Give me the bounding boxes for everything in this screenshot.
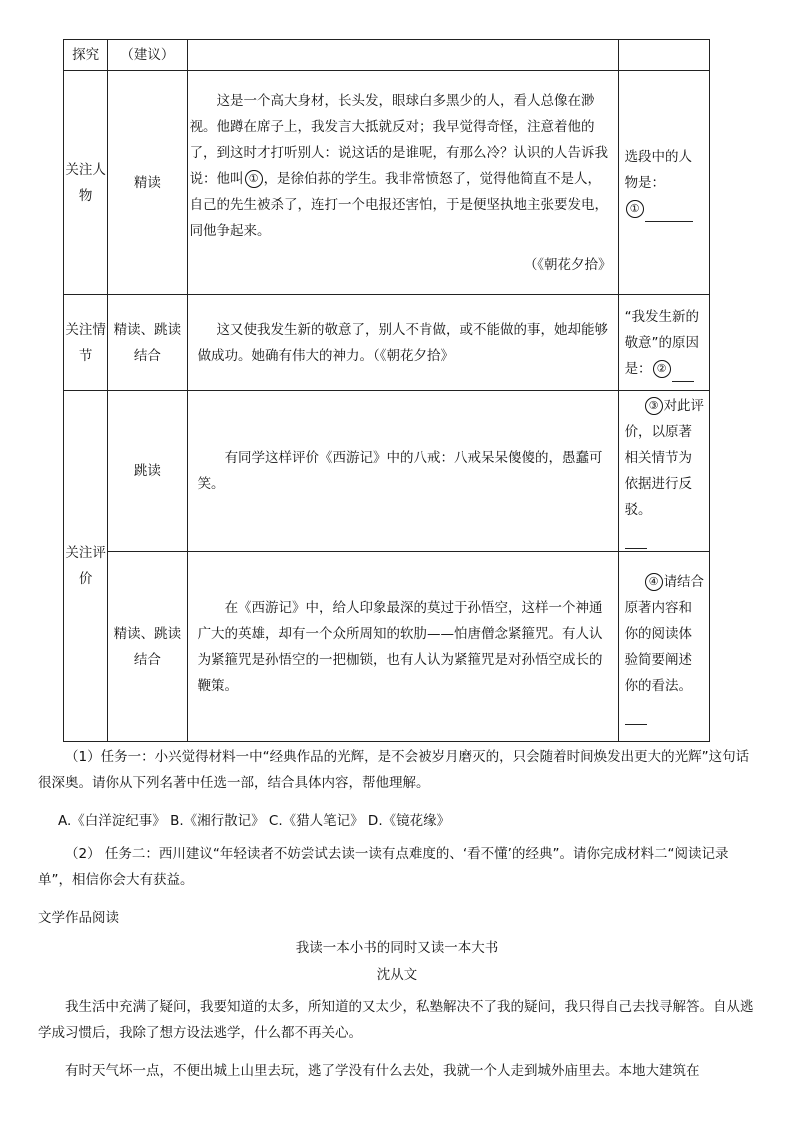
table-row-evaluation-1 xyxy=(64,391,710,552)
method-cell: 跳读 xyxy=(108,391,187,552)
article-title: 我读一本小书的同时又读一本大书 xyxy=(295,940,499,956)
answer-prompt: 选段中的人物是： ① xyxy=(619,144,709,222)
table-row-evaluation-2 xyxy=(64,552,710,742)
article-paragraph-2: 有时天气坏一点，不便出城上山里去玩，逃了学没有什么去处，我就一个人走到城外庙里去。本地大建筑在 xyxy=(65,1063,700,1079)
method-cell: 精读 xyxy=(108,71,187,295)
answer-blank-4[interactable] xyxy=(625,710,647,725)
header-cell-explore: 探究 xyxy=(64,40,108,71)
table-row-character xyxy=(64,71,710,295)
excerpt-text: 在《西游记》中，给人印象最深的莫过于孙悟空，这样一个神通广大的英雄，却有一个众所周知的软肋——怕唐僧念紧箍咒。有人认为紧箍咒是孙悟空的一把枷锁，也有人认为紧箍咒是对孙悟空成长的鞭策。 xyxy=(197,599,603,694)
focus-cell: 关注人物 xyxy=(64,71,108,295)
answer-cell xyxy=(618,552,709,742)
excerpt-source: （《朝花夕拾》 xyxy=(523,256,612,273)
answer-prompt: “我发生新的敬意”的原因是： ② xyxy=(619,304,709,382)
focus-cell: 关注情节 xyxy=(64,295,108,391)
answer-prompt: ③ 对此评价，以原著相关情节为依据进行反驳。 xyxy=(619,393,709,549)
header-cell-suggestion: （建议） xyxy=(108,40,187,71)
answer-blank-2[interactable] xyxy=(672,367,694,382)
method-cell: 精读、跳读结合 xyxy=(108,552,187,742)
excerpt-text: 这又使我发生新的敬意了，别人不肯做，或不能做的事，她却能够做成功。她确有伟大的神力。（《朝花夕拾》 xyxy=(197,321,608,364)
answer-cell xyxy=(618,295,709,391)
method-cell: 精读、跳读结合 xyxy=(108,295,187,391)
marker-1: ① xyxy=(245,170,263,188)
answer-blank-3[interactable] xyxy=(625,534,647,549)
excerpt-cell xyxy=(187,71,618,295)
excerpt-cell xyxy=(187,552,618,742)
excerpt-text: 这是一个高大身材，长头发，眼球白多黑少的人，看人总像在渺视。他蹲在席子上，我发言大抵就反对；我早觉得奇怪，注意着他的了，到这时才打听别人：说这话的是谁呢，有那么冷？认识的人告诉我说：他叫 ① ，是徐伯荪的学生。我非常愤怒了，觉得他简直不是人，自己的先生被杀了，连打一个电报还害怕，于是便坚执地主张要发电，同他争起来。 xyxy=(189,92,609,239)
answer-cell xyxy=(618,391,709,552)
answer-prompt: ④ 请结合原著内容和你的阅读体验简要阐述你的看法。 xyxy=(619,569,709,725)
header-cell-empty-2 xyxy=(618,40,709,71)
article-author: 沈从文 xyxy=(376,967,418,983)
excerpt-text: 有同学这样评价《西游记》中的八戒：八戒呆呆傻傻的，愚蠢可笑。 xyxy=(197,450,603,492)
focus-cell: 关注评价 xyxy=(64,391,108,742)
answer-blank-1[interactable] xyxy=(645,207,693,222)
answer-cell xyxy=(618,71,709,295)
reading-record-table xyxy=(63,39,710,742)
table-row-plot xyxy=(64,295,710,391)
table-header-row xyxy=(64,40,710,71)
article-paragraph-1: 我生活中充满了疑问，我要知道的太多，所知道的又太少，私塾解决不了我的疑问，我只得自己去找寻解答。自从逃学成习惯后，我除了想方设法逃学，什么都不再关心。 xyxy=(38,999,754,1041)
section-title: 文学作品阅读 xyxy=(38,910,119,926)
question-1-options: A.《白洋淀纪事》 B.《湘行散记》 C.《猎人笔记》 D.《镜花缘》 xyxy=(58,813,451,829)
question-1: （1）任务一：小兴觉得材料一中“经典作品的光辉，是不会被岁月磨灭的，只会随着时间焕发出更大的光辉”这句话很深奥。请你从下列名著中任选一部，结合具体内容，帮他理解。 xyxy=(38,749,750,791)
question-2: （2） 任务二：西川建议“年轻读者不妨尝试去读一读有点难度的、‘看不懂’的经典”。请你完成材料二“阅读记录单”，相信你会大有获益。 xyxy=(38,846,729,888)
excerpt-cell xyxy=(187,391,618,552)
excerpt-cell xyxy=(187,295,618,391)
header-cell-empty xyxy=(187,40,618,71)
